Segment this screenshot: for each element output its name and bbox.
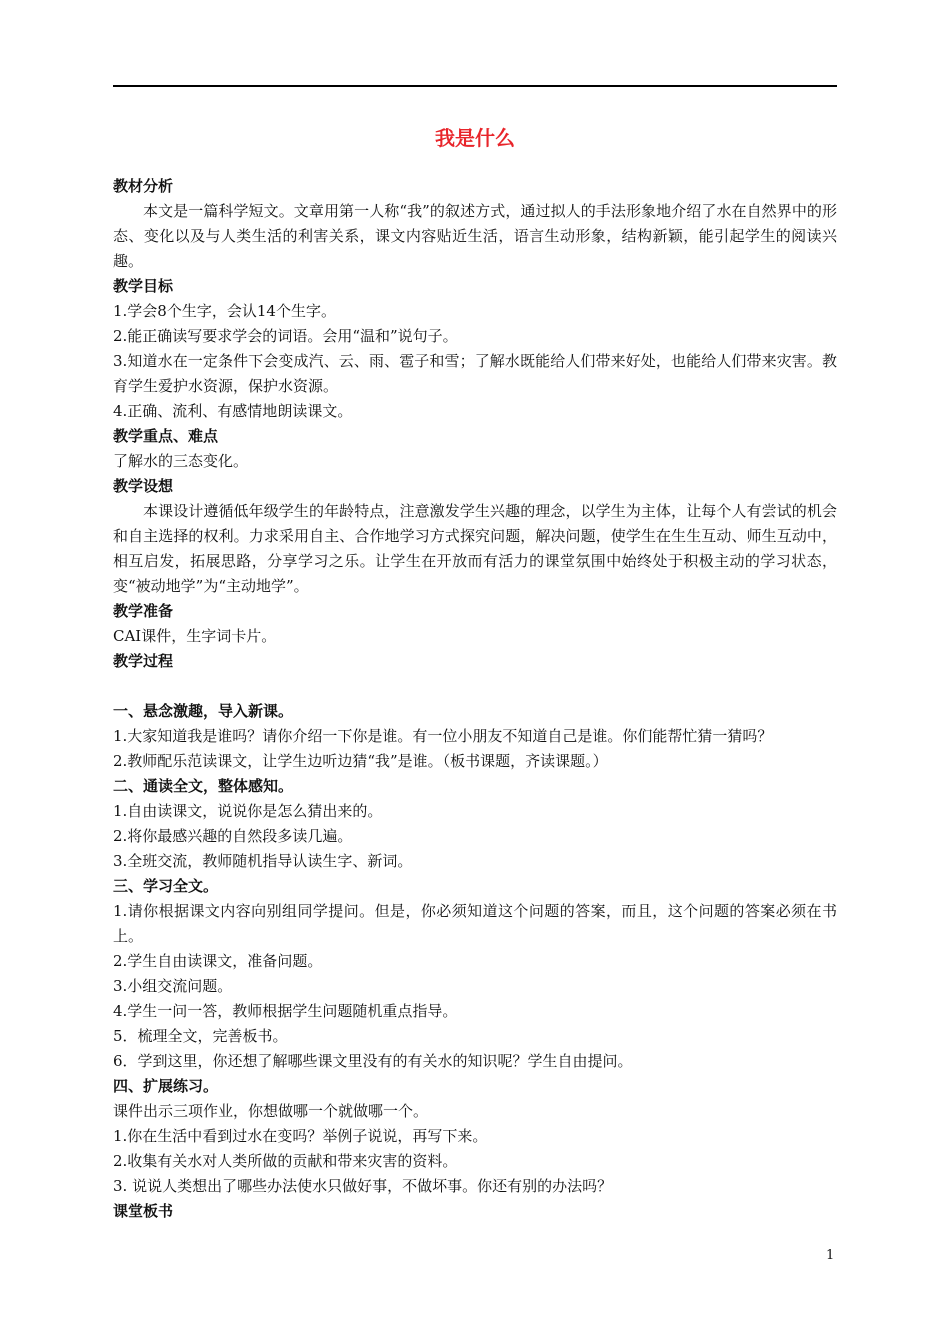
section-heading-design: 教学设想 (113, 477, 174, 495)
step-item: 2.学生自由读课文，准备问题。 (113, 952, 323, 970)
focus-text: 了解水的三态变化。 (113, 452, 249, 470)
header-rule (113, 85, 837, 87)
goal-item: 1.学会8个生字，会认14个生字。 (113, 302, 336, 320)
design-paragraph: 本课设计遵循低年级学生的年龄特点，注意激发学生兴趣的理念，以学生为主体，让每个人有尝试的机会和自主选择的权利。力求采用自主、合作地学习方式探究问题，解决问题，使学生在生生互动、师生互动中，相互启发，拓展思路，分享学习之乐。让学生在开放而有活力的课堂氛围中始终处于积极主动的学习状态，变“被动地学”为“主动地学”。 (113, 502, 837, 595)
section-heading-focus: 教学重点、难点 (113, 427, 219, 445)
section-heading-process: 教学过程 (113, 652, 174, 670)
step-heading: 二、通读全文，整体感知。 (113, 777, 294, 795)
step-item: 2.教师配乐范读课文，让学生边听边猜“我”是谁。（板书课题，齐读课题。） (113, 752, 608, 770)
prep-text: CAI课件，生字词卡片。 (113, 627, 277, 645)
step-item: 5．梳理全文，完善板书。 (113, 1027, 288, 1045)
step-item: 6．学到这里，你还想了解哪些课文里没有的有关水的知识呢？学生自由提问。 (113, 1052, 633, 1070)
step-item: 2.收集有关水对人类所做的贡献和带来灾害的资料。 (113, 1152, 458, 1170)
goal-item: 3.知道水在一定条件下会变成汽、云、雨、雹子和雪；了解水既能给人们带来好处，也能给人们带来灾害。教育学生爱护水资源，保护水资源。 (113, 352, 837, 395)
section-heading-prep: 教学准备 (113, 602, 174, 620)
step-item: 1.大家知道我是谁吗？请你介绍一下你是谁。有一位小朋友不知道自己是谁。你们能帮忙猜一猜吗？ (113, 727, 773, 745)
step-item: 3. 说说人类想出了哪些办法使水只做好事，不做坏事。你还有别的办法吗？ (113, 1177, 613, 1195)
goal-item: 4.正确、流利、有感情地朗读课文。 (113, 402, 353, 420)
step-item: 1.你在生活中看到过水在变吗？举例子说说，再写下来。 (113, 1127, 488, 1145)
step-intro: 课件出示三项作业，你想做哪一个就做哪一个。 (113, 1102, 429, 1120)
section-heading-analysis: 教材分析 (113, 177, 174, 195)
step-heading: 三、学习全文。 (113, 877, 219, 895)
document-title: 我是什么 (435, 126, 515, 150)
step-heading: 一、悬念激趣，导入新课。 (113, 702, 294, 720)
goal-item: 2.能正确读写要求学会的词语。会用“温和”说句子。 (113, 327, 458, 345)
document-body (113, 174, 837, 1224)
analysis-paragraph: 本文是一篇科学短文。文章用第一人称“我”的叙述方式，通过拟人的手法形象地介绍了水在自然界中的形态、变化以及与人类生活的利害关系，课文内容贴近生活，语言生动形象，结构新颖，能引起学生的阅读兴趣。 (113, 202, 837, 270)
blank-line (113, 674, 837, 699)
step-item: 3.全班交流，教师随机指导认读生字、新词。 (113, 852, 413, 870)
page-number: 1 (826, 1248, 835, 1263)
step-item: 4.学生一问一答，教师根据学生问题随机重点指导。 (113, 1002, 458, 1020)
section-heading-goals: 教学目标 (113, 277, 174, 295)
section-heading-board: 课堂板书 (113, 1202, 174, 1220)
step-item: 2.将你最感兴趣的自然段多读几遍。 (113, 827, 353, 845)
step-heading: 四、扩展练习。 (113, 1077, 219, 1095)
step-item: 3.小组交流问题。 (113, 977, 233, 995)
step-item: 1.请你根据课文内容向别组同学提问。但是，你必须知道这个问题的答案，而且，这个问题的答案必须在书上。 (113, 902, 837, 945)
step-item: 1.自由读课文，说说你是怎么猜出来的。 (113, 802, 383, 820)
